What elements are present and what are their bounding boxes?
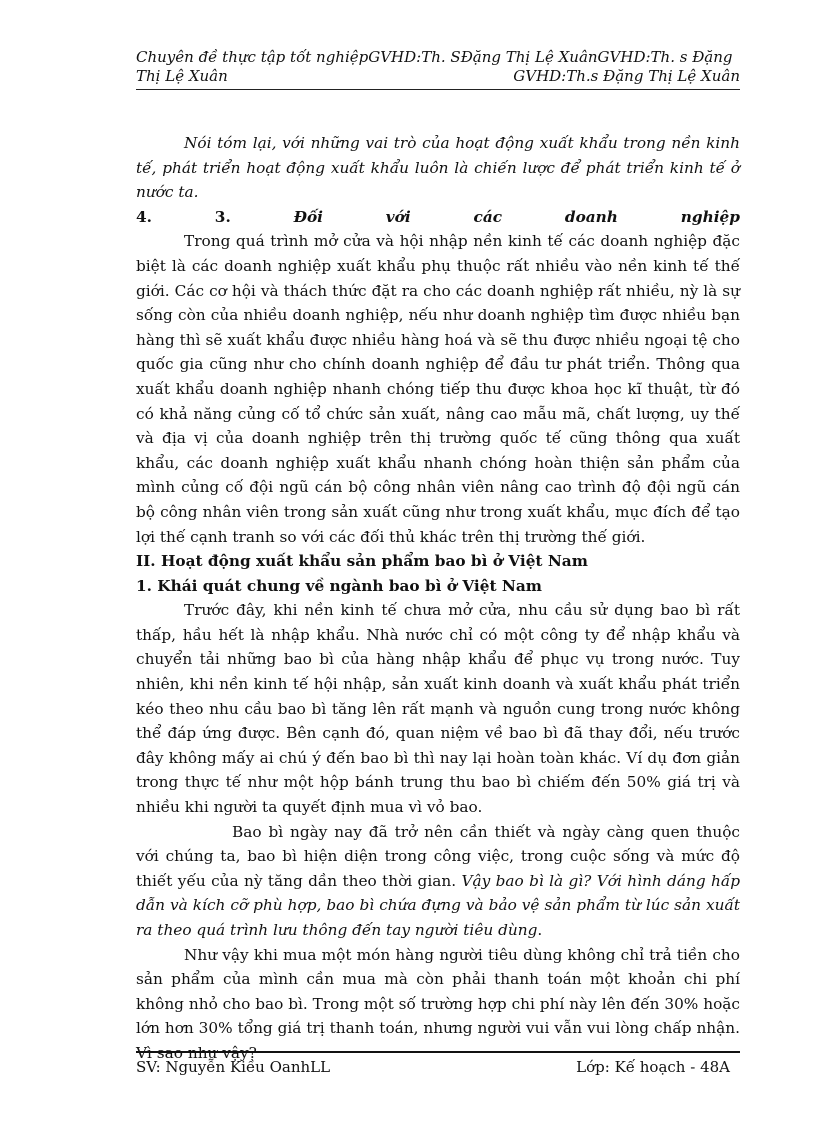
footer-student: SV: Nguyễn Kiều OanhLL <box>136 1058 331 1076</box>
intro-paragraph: Nói tóm lại, với những vai trò của hoạt động xuất khẩu trong nền kinh tế, phát triển hoạt động xuất khẩu luôn là chiến lược để phát triển kinh tế ở nước ta. <box>136 134 740 202</box>
section-heading-II: II. Hoạt động xuất khẩu sản phẩm bao bì ở Việt Nam <box>136 552 588 571</box>
footer-class: Lớp: Kế hoạch - 48A <box>576 1058 730 1076</box>
page-header <box>136 48 740 86</box>
heading-token: Đối <box>293 207 323 226</box>
definition-text: Bao bì ngày nay đã trở nên cần thiết và ngày càng quen thuộc với chúng ta, bao bì hiện diện trong công việc, trong cuộc sống và mức độ thiết yếu của nỳ tăng dần theo thời gian. <box>136 822 740 890</box>
heading-token: các <box>473 207 503 226</box>
heading-token: 3. <box>214 207 231 226</box>
header-line-2-right: GVHD:Th.s Đặng Thị Lệ Xuân <box>513 67 740 85</box>
footer-divider <box>136 1051 740 1053</box>
header-line-2-left: Thị Lệ Xuân <box>136 67 228 85</box>
page-footer <box>136 1057 740 1077</box>
heading-token: với <box>385 207 411 226</box>
header-line-1: Chuyên đề thực tập tốt nghiệpGVHD:Th. SĐặng Thị Lệ XuânGVHD:Th. s Đặng <box>136 48 733 66</box>
paragraph-cost: Như vậy khi mua một món hàng người tiêu dùng không chỉ trả tiền cho sản phẩm của mình cần mua mà còn phải thanh toán một khoản chi phí không nhỏ cho bao bì. Trong một số trường hợp chi phí này lên đến 30% hoặc lớn hơn 30% tổng giá trị thanh toán, nhưng người vui vẫn vui lòng chấp nhận. Vì sao như vậy? <box>136 945 740 1062</box>
paragraph-enterprises: Trong quá trình mở cửa và hội nhập nền kinh tế các doanh nghiệp đặc biệt là các doanh nghiệp xuất khẩu phụ thuộc rất nhiều vào nền kinh tế thế giới. Các cơ hội và thách thức đặt ra cho các doanh nghiệp rất nhiều, nỳ là sự sống còn của nhiều doanh nghiệp, nếu như doanh nghiệp tìm được nhiều bạn hàng thì sẽ xuất khẩu được nhiều hàng hoá và sẽ thu được nhiều ngoại tệ cho quốc gia cũng như cho chính doanh nghiệp để đầu tư phát triển. Thông qua xuất khẩu doanh nghiệp nhanh chóng tiếp thu được khoa học kĩ thuật, từ đó có khả năng củng cố tổ chức sản xuất, nâng cao mẫu mã, chất lượng, uy thế và địa vị của doanh nghiệp trên thị trường quốc tế cũng thông qua xuất khẩu, các doanh nghiệp xuất khẩu nhanh chóng hoàn thiện sản phẩm của mình củng cố đội ngũ cán bộ công nhân viên nâng cao trình độ đội ngũ cán bộ công nhân viên trong sản xuất cũng như trong xuất khẩu, mục đích để tạo lợi thế cạnh tranh so với các đối thủ khác trên thị trường thế giới. <box>136 232 740 546</box>
heading-section-4 <box>136 205 740 230</box>
paragraph-definition <box>136 820 740 943</box>
definition-end: . <box>537 921 543 939</box>
heading-token: nghiệp <box>680 207 740 226</box>
heading-token: doanh <box>564 207 618 226</box>
header-divider <box>136 89 740 90</box>
section-heading-1: 1. Khái quát chung về ngành bao bì ở Việt Nam <box>136 576 542 595</box>
paragraph-history: Trước đây, khi nền kinh tế chưa mở cửa, nhu cầu sử dụng bao bì rất thấp, hầu hết là nhập khẩu. Nhà nước chỉ có một công ty để nhập khẩu và chuyển tải những bao bì của hàng nhập khẩu để phục vụ trong nước. Tuy nhiên, khi nền kinh tế hội nhập, sản xuất kinh doanh và xuất khẩu phát triển kéo theo nhu cầu bao bì tăng lên rất mạnh và nguồn cung trong nước không thể đáp ứng được. Bên cạnh đó, quan niệm về bao bì đã thay đổi, nếu trước đây không mấy ai chú ý đến bao bì thì nay lại hoàn toàn khác. Ví dụ đơn giản trong thực tế như một hộp bánh trung thu bao bì chiếm đến 50% giá trị và nhiều khi người ta quyết định mua vì vỏ bao. <box>136 601 740 817</box>
header-line-2 <box>136 67 740 86</box>
document-body <box>136 131 740 1066</box>
heading-token: 4. <box>136 207 152 226</box>
definition-italic-text: Vậy bao bì là gì? Với hình dáng hấp dẫn và kích cỡ phù hợp, bao bì chứa đựng và bảo vệ sản phẩm từ lúc sản xuất ra theo quá trình lưu thông đến tay người tiêu dùng <box>136 871 740 939</box>
